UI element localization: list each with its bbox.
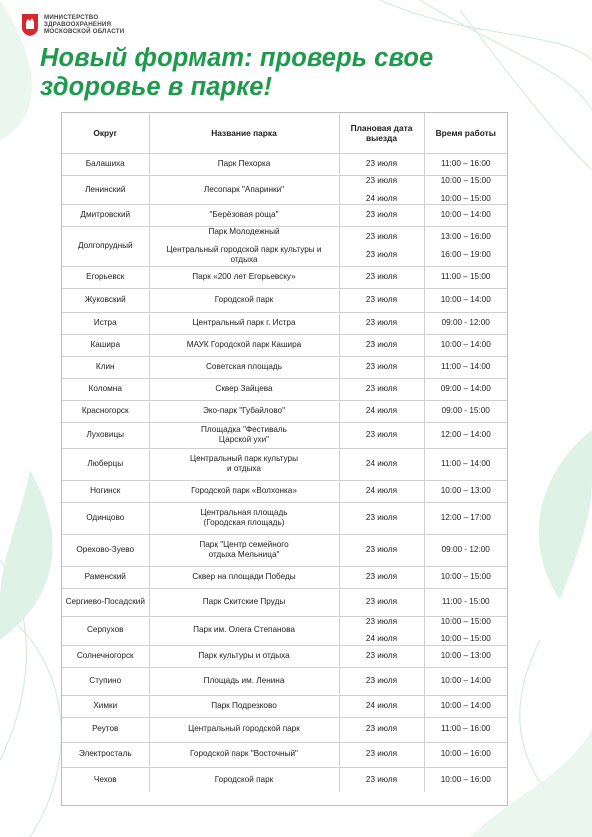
- header-park: Название парка: [149, 113, 339, 154]
- park-cell-line: Сквер на площади Победы: [192, 571, 296, 581]
- table-row: [62, 154, 507, 176]
- park-cell: [149, 288, 339, 312]
- district-cell: Солнечногорск: [62, 645, 149, 667]
- park-cell: [149, 588, 339, 616]
- table-row: [62, 588, 507, 616]
- page-title: Новый формат: проверь свое здоровье в парке!: [40, 44, 434, 101]
- date-cell-line: 23 июля: [365, 774, 398, 784]
- park-cell: [149, 742, 339, 767]
- table-row: [62, 266, 507, 288]
- park-cell-line: Городской парк: [214, 774, 274, 784]
- time-cell: [424, 767, 507, 792]
- park-cell-line: (Городская площадь): [203, 518, 285, 527]
- park-cell-line: МАУК Городской парк Кашира: [186, 339, 302, 349]
- date-cell: [339, 480, 424, 502]
- time-cell-line: 09:00 - 12:00: [441, 544, 490, 554]
- park-cell: [149, 176, 339, 205]
- park-cell-line: Советская площадь: [206, 361, 282, 371]
- header-date: Плановая дата выезда: [339, 113, 424, 154]
- table-row: [62, 334, 507, 356]
- park-cell: [149, 227, 339, 267]
- park-cell: [149, 154, 339, 176]
- date-cell-line: 24 июля: [365, 193, 398, 203]
- ministry-emblem-icon: [22, 14, 38, 36]
- park-cell: [149, 312, 339, 334]
- district-cell: Люберцы: [62, 448, 149, 480]
- park-cell: [149, 767, 339, 792]
- time-cell: [424, 645, 507, 667]
- table-row: [62, 422, 507, 448]
- date-cell-line: 23 июля: [365, 544, 398, 554]
- table-row: [62, 400, 507, 422]
- time-cell: [424, 205, 507, 227]
- district-cell: Жуковский: [62, 288, 149, 312]
- time-cell-line: 10:00 – 14:00: [440, 339, 491, 349]
- park-cell: [149, 534, 339, 566]
- district-cell: Ступино: [62, 667, 149, 695]
- table-row: [62, 695, 507, 717]
- date-cell: [339, 767, 424, 792]
- header-district: Округ: [62, 113, 149, 154]
- district-cell: Егорьевск: [62, 266, 149, 288]
- date-cell: [339, 378, 424, 400]
- time-cell: [424, 334, 507, 356]
- park-cell-line: Царской ухи": [218, 435, 270, 444]
- date-cell-line: 24 июля: [365, 634, 398, 643]
- time-cell: [424, 588, 507, 616]
- date-cell-line: 23 июля: [365, 749, 398, 759]
- park-cell-line: Парк Пехорка: [217, 159, 271, 169]
- date-cell-line: 23 июля: [365, 249, 398, 259]
- date-cell: [339, 154, 424, 176]
- date-cell-line: 23 июля: [365, 596, 398, 606]
- district-cell: Кашира: [62, 334, 149, 356]
- park-cell: [149, 480, 339, 502]
- table-row: [62, 767, 507, 792]
- time-cell: [424, 534, 507, 566]
- table-row: [62, 742, 507, 767]
- park-cell: [149, 266, 339, 288]
- park-cell-line: Эко-парк "Губайлово": [203, 405, 285, 415]
- district-cell: Электросталь: [62, 742, 149, 767]
- table-row: [62, 205, 507, 227]
- district-cell: Красногорск: [62, 400, 149, 422]
- date-cell: [339, 176, 424, 205]
- park-cell: [149, 566, 339, 588]
- time-cell-line: 11:00 – 14:00: [441, 458, 491, 468]
- district-cell: Реутов: [62, 717, 149, 742]
- schedule-table: [62, 113, 507, 792]
- time-cell-line: 12:00 – 14:00: [440, 429, 491, 439]
- district-cell: Дмитровский: [62, 205, 149, 227]
- park-cell-line: Парк им. Олега Степанова: [193, 625, 295, 635]
- time-cell: [424, 154, 507, 176]
- table-row: [62, 717, 507, 742]
- date-cell-line: 24 июля: [365, 405, 398, 415]
- date-cell: [339, 266, 424, 288]
- time-cell-line: 10:00 – 15:00: [440, 193, 491, 203]
- district-cell: Истра: [62, 312, 149, 334]
- park-cell-line: Парк «200 лет Егорьевску»: [192, 271, 296, 281]
- time-cell-line: 10:00 – 14:00: [440, 294, 491, 304]
- table-header-row: [62, 113, 507, 154]
- date-cell-line: 23 июля: [365, 383, 398, 393]
- park-cell: [149, 400, 339, 422]
- park-cell-line: Лесопарк "Апаринки": [203, 184, 285, 194]
- district-cell: Одинцово: [62, 502, 149, 534]
- park-cell: [149, 502, 339, 534]
- table-row: [62, 480, 507, 502]
- time-cell-line: 16:00 – 19:00: [440, 249, 491, 259]
- date-cell: [339, 534, 424, 566]
- date-cell-line: 23 июля: [365, 429, 398, 439]
- date-cell: [339, 205, 424, 227]
- time-cell-line: 10:00 – 13:00: [440, 485, 491, 495]
- time-cell-line: 10:00 – 14:00: [440, 700, 491, 710]
- park-cell-line: Городской парк: [214, 294, 274, 304]
- park-cell: [149, 645, 339, 667]
- table-row: [62, 288, 507, 312]
- time-cell: [424, 422, 507, 448]
- time-cell-line: 11:00 - 15:00: [441, 596, 490, 606]
- date-cell-line: 23 июля: [365, 271, 398, 281]
- date-cell: [339, 667, 424, 695]
- table-row: [62, 616, 507, 645]
- district-cell: Коломна: [62, 378, 149, 400]
- park-cell: [149, 205, 339, 227]
- time-cell-line: 11:00 – 16:00: [441, 159, 491, 169]
- time-cell-line: 11:00 – 15:00: [441, 271, 491, 281]
- park-cell: [149, 616, 339, 645]
- time-cell: [424, 667, 507, 695]
- district-cell: Балашиха: [62, 154, 149, 176]
- time-cell-line: 10:00 – 14:00: [440, 210, 491, 220]
- park-cell-line: Площадка "Фестиваль: [201, 424, 287, 434]
- date-cell-line: 23 июля: [365, 650, 398, 660]
- date-cell-line: 24 июля: [365, 485, 398, 495]
- date-cell: [339, 616, 424, 645]
- time-cell: [424, 717, 507, 742]
- table-row: [62, 378, 507, 400]
- district-cell: Серпухов: [62, 616, 149, 645]
- park-cell: [149, 422, 339, 448]
- time-cell: [424, 566, 507, 588]
- table-row: [62, 566, 507, 588]
- time-cell-line: 11:00 – 16:00: [441, 724, 491, 734]
- park-cell: [149, 378, 339, 400]
- time-cell: [424, 227, 507, 267]
- time-cell: [424, 400, 507, 422]
- header-time: Время работы: [424, 113, 507, 154]
- date-cell-line: 23 июля: [365, 232, 398, 242]
- time-cell-line: 12:00 – 17:00: [440, 512, 491, 522]
- table-row: [62, 667, 507, 695]
- district-cell: Сергиево-Посадский: [62, 588, 149, 616]
- park-cell: [149, 356, 339, 378]
- date-cell-line: 23 июля: [365, 571, 398, 581]
- park-cell: [149, 667, 339, 695]
- date-cell: [339, 742, 424, 767]
- time-cell-line: 09:00 - 12:00: [441, 317, 490, 327]
- time-cell: [424, 742, 507, 767]
- park-cell-line: Парк Скитские Пруды: [202, 596, 286, 606]
- date-cell-line: 23 июля: [365, 159, 398, 169]
- time-cell: [424, 176, 507, 205]
- district-cell: Клин: [62, 356, 149, 378]
- district-cell: Ногинск: [62, 480, 149, 502]
- date-cell-line: 23 июля: [365, 675, 398, 685]
- date-cell: [339, 400, 424, 422]
- park-cell-line: Городской парк "Восточный": [190, 749, 298, 759]
- table-row: [62, 176, 507, 205]
- park-cell-line: Центральная площадь: [200, 507, 288, 517]
- district-cell: Ленинский: [62, 176, 149, 205]
- time-cell: [424, 288, 507, 312]
- park-cell-line: Сквер Зайцева: [215, 383, 273, 393]
- date-cell: [339, 334, 424, 356]
- table-body: [62, 154, 507, 793]
- time-cell-line: 10:00 – 15:00: [440, 634, 491, 643]
- time-cell: [424, 448, 507, 480]
- time-cell-line: 10:00 – 13:00: [440, 650, 491, 660]
- time-cell-line: 11:00 – 14:00: [441, 361, 491, 371]
- date-cell: [339, 645, 424, 667]
- district-cell: Химки: [62, 695, 149, 717]
- ministry-name: МИНИСТЕРСТВО ЗДРАВООХРАНЕНИЯ МОСКОВСКОЙ ОБЛАСТИ: [44, 14, 125, 35]
- time-cell-line: 10:00 – 16:00: [440, 749, 491, 759]
- date-cell: [339, 448, 424, 480]
- park-cell-line: Городской парк «Волхонка»: [191, 485, 297, 495]
- table-row: [62, 502, 507, 534]
- date-cell-line: 23 июля: [365, 616, 398, 626]
- time-cell-line: 13:00 – 16:00: [440, 232, 491, 242]
- park-cell-line: и отдыха: [227, 464, 261, 473]
- date-cell: [339, 227, 424, 267]
- table-row: [62, 227, 507, 267]
- time-cell: [424, 695, 507, 717]
- time-cell: [424, 616, 507, 645]
- park-cell-line: Площадь им. Ленина: [203, 675, 285, 685]
- district-cell: Долгопрудный: [62, 227, 149, 267]
- time-cell-line: 10:00 – 15:00: [440, 571, 491, 581]
- date-cell: [339, 695, 424, 717]
- date-cell: [339, 288, 424, 312]
- time-cell-line: 09:00 - 15:00: [441, 405, 490, 415]
- table-row: [62, 356, 507, 378]
- table-row: [62, 534, 507, 566]
- time-cell-line: 10:00 – 16:00: [440, 774, 491, 784]
- park-cell: [149, 717, 339, 742]
- district-cell: Луховицы: [62, 422, 149, 448]
- park-cell-line: Центральный городской парк: [188, 724, 300, 734]
- date-cell-line: 23 июля: [365, 724, 398, 734]
- date-cell-line: 24 июля: [365, 700, 398, 710]
- park-cell-line: Центральный городской парк культуры и отдыха: [166, 244, 322, 264]
- time-cell: [424, 378, 507, 400]
- time-cell-line: 10:00 – 14:00: [440, 675, 491, 685]
- time-cell: [424, 312, 507, 334]
- ministry-logo: [22, 14, 124, 36]
- table-row: [62, 645, 507, 667]
- date-cell: [339, 717, 424, 742]
- date-cell-line: 23 июля: [365, 176, 398, 185]
- time-cell-line: 10:00 – 15:00: [440, 176, 491, 185]
- park-cell-line: Центральный парк культуры: [190, 453, 298, 463]
- time-cell-line: 10:00 – 15:00: [440, 616, 491, 626]
- date-cell: [339, 312, 424, 334]
- date-cell: [339, 502, 424, 534]
- date-cell-line: 23 июля: [365, 339, 398, 349]
- park-cell-line: Парк Подрезково: [211, 700, 277, 710]
- park-cell-line: Парк "Центр семейного: [199, 539, 289, 549]
- district-cell: Орехово-Зуево: [62, 534, 149, 566]
- park-cell-line: "Берёзовая роща": [209, 210, 279, 220]
- time-cell: [424, 502, 507, 534]
- park-cell-line: Парк Молодежный: [208, 227, 280, 236]
- date-cell-line: 23 июля: [365, 512, 398, 522]
- park-cell: [149, 334, 339, 356]
- date-cell: [339, 588, 424, 616]
- date-cell-line: 24 июля: [365, 458, 398, 468]
- date-cell-line: 23 июля: [365, 361, 398, 371]
- park-cell-line: отдыха Мельница": [208, 550, 280, 559]
- date-cell: [339, 566, 424, 588]
- district-cell: Раменский: [62, 566, 149, 588]
- district-cell: Чехов: [62, 767, 149, 792]
- schedule-table-card: [61, 112, 508, 806]
- park-cell-line: Центральный парк г. Истра: [192, 317, 296, 327]
- date-cell-line: 23 июля: [365, 317, 398, 327]
- date-cell-line: 23 июля: [365, 210, 398, 220]
- table-row: [62, 448, 507, 480]
- table-row: [62, 312, 507, 334]
- time-cell: [424, 266, 507, 288]
- date-cell: [339, 422, 424, 448]
- date-cell: [339, 356, 424, 378]
- time-cell: [424, 480, 507, 502]
- park-cell: [149, 695, 339, 717]
- time-cell: [424, 356, 507, 378]
- time-cell-line: 09:00 – 14:00: [440, 383, 491, 393]
- park-cell: [149, 448, 339, 480]
- park-cell-line: Парк культуры и отдыха: [198, 650, 290, 660]
- date-cell-line: 23 июля: [365, 294, 398, 304]
